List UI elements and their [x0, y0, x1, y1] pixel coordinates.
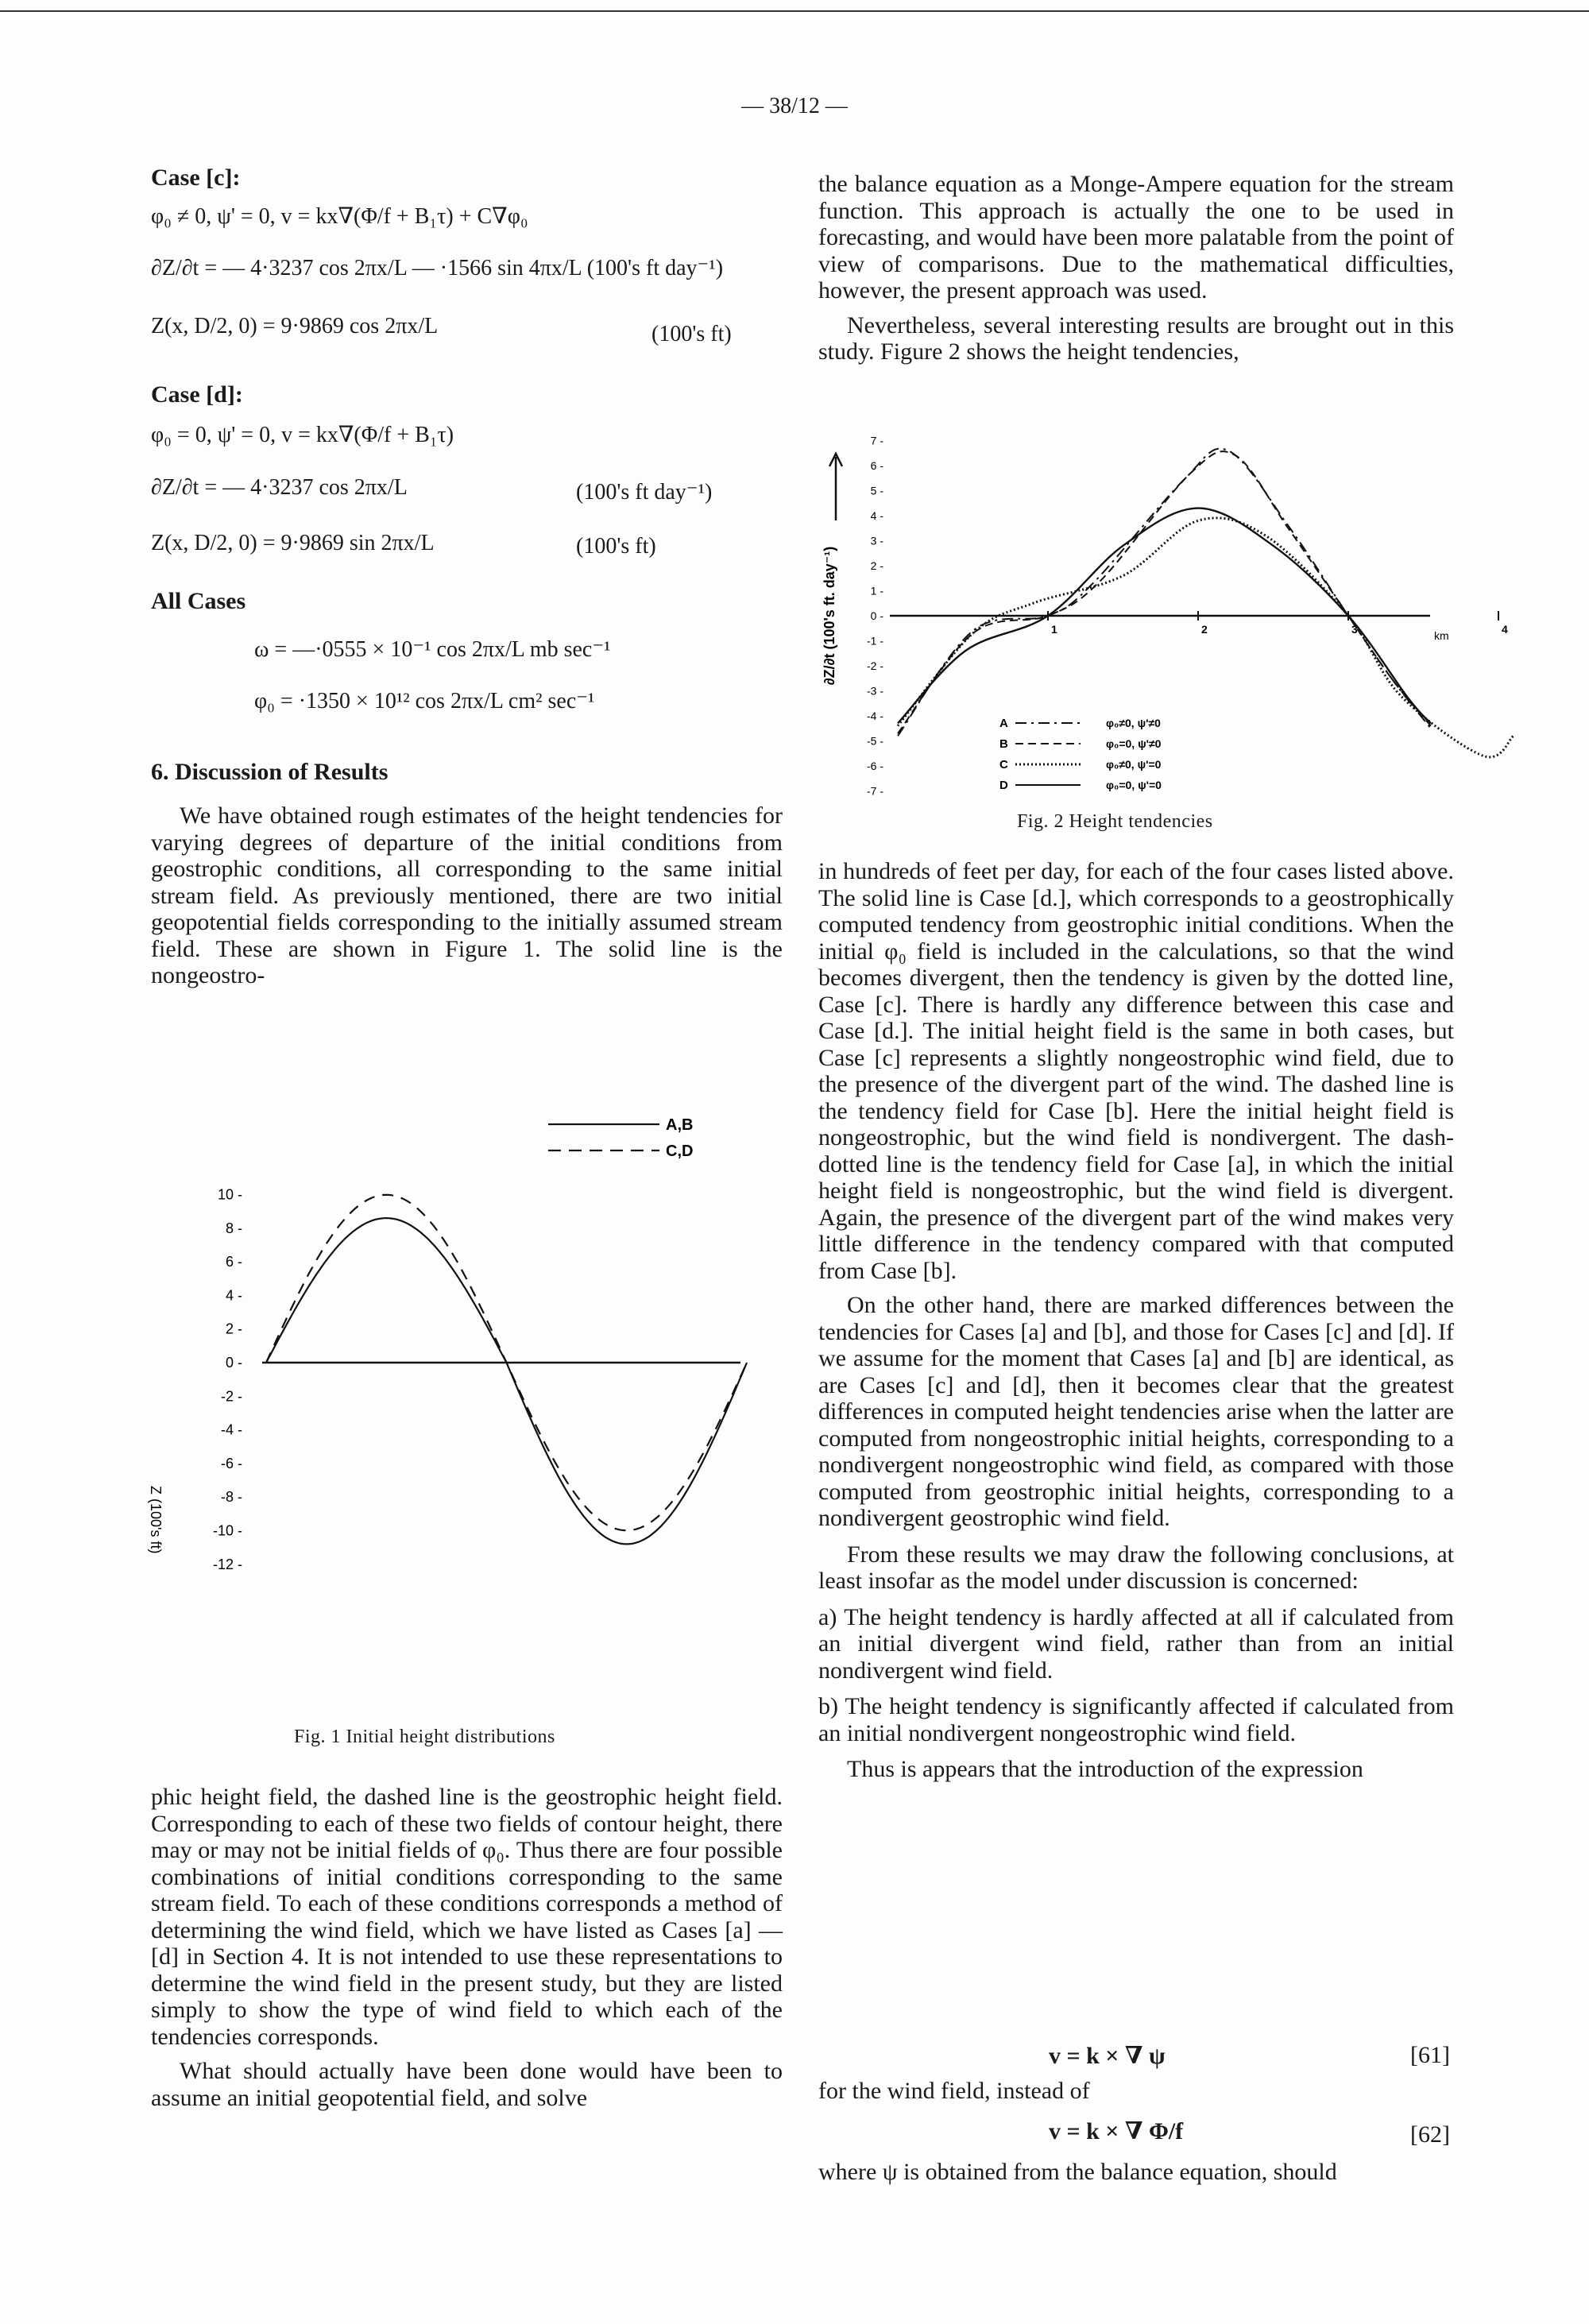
fig2-x-label: km: [1434, 629, 1449, 642]
fig2-legend: [999, 717, 1162, 792]
fig2-legend-key: A: [999, 717, 1008, 730]
fig1-caption: Fig. 1 Initial height distributions: [294, 1727, 555, 1747]
right-para-7-block: [818, 2078, 1454, 2105]
case-c-eq3: Z(x, D/2, 0) = 9·9869 cos 2πx/L: [151, 314, 439, 338]
fig1-series-ab: [266, 1218, 747, 1544]
case-c-eq1: φ₀ ≠ 0, ψ' = 0, v = kx∇(Φ/f + B₁τ) + C∇φ₀: [151, 204, 528, 229]
fig2-legend-label: φ₀≠0, ψ'=0: [1106, 758, 1162, 771]
fig1-legend-cd: C,D: [666, 1143, 694, 1160]
fig2-legend-key: C: [999, 758, 1008, 771]
fig2-legend-key: D: [999, 779, 1008, 792]
fig1-y-tick-label: 4 -: [225, 1287, 242, 1304]
right-para-3: in hundreds of feet per day, for each of the four cases listed above. The solid line is Case [d.], which corresponds to a geostrophically computed tendency from geostrophic initial conditions. When the initial φ₀ field is included in the calculations, so that the wind becomes divergent, then the tendency is given by the dotted line, Case [c]. There is hardly any difference between this case and Case [d.]. The initial height field is the same in both cases, but Case [c] represents a slightly nongeostrophic wind field, due to the presence of the divergent part of the wind. The dashed line is the tendency field for Case [b]. Here the initial height field is nongeostrophic, but the wind field is nondivergent. The dash-dotted line is the tendency field for Case [a], in which the initial height field is nongeostrophic, but the wind field is divergent. Again, the presence of the divergent part of the wind makes very little difference in the tendency compared with that computed from Case [b].: [818, 858, 1454, 1284]
right-para-8-block: [818, 2159, 1454, 2186]
fig1-y-tick-label: -6 -: [221, 1455, 242, 1471]
fig2-x-tick-label: 2: [1201, 623, 1208, 636]
fig1-y-tick-label: 10 -: [217, 1186, 242, 1203]
fig2-y-tick-label: 2 -: [870, 559, 883, 572]
fig2-series-a: [898, 449, 1431, 736]
fig2-x-tick-label: 3: [1351, 623, 1358, 636]
fig2-y-tick-label: -4 -: [867, 710, 883, 722]
fig2-y-tick-label: 5 -: [870, 484, 883, 497]
equation-61: v = k × ∇ ψ: [1049, 2043, 1166, 2069]
fig1-y-tick-label: -4 -: [221, 1421, 242, 1438]
left-para-2: phic height field, the dashed line is the geostrophic height field. Corresponding to each of these two fields of contour height, there may or may not be initial fields of φ₀. Thus there are four possible combinations of initial conditions corresponding to the same stream field. To each of these conditions corresponds a method of determining the wind field, which we have listed as Cases [a] — [d] in Section 4. It is not intended to use these representations to determine the wind field in the present study, but they are listed simply to show the type of wind field to which each of the tendencies corresponds.: [151, 1784, 783, 2050]
right-top-block: [818, 171, 1454, 365]
fig2-y-tick-label: 6 -: [870, 459, 883, 472]
top-rule: [0, 10, 1589, 12]
fig2-x-tick-label: 4: [1502, 623, 1508, 636]
fig2-caption: Fig. 2 Height tendencies: [1017, 811, 1213, 832]
right-para-5: From these results we may draw the following conclusions, at least insofar as the model under discussion is concerned:: [818, 1541, 1454, 1594]
right-para-6: Thus is appears that the introduction of the expression: [847, 1756, 1363, 1782]
case-d-eq2-unit: (100's ft day⁻¹): [576, 480, 713, 505]
fig2-y-tick-label: 4 -: [870, 509, 883, 522]
fig2-legend-label: φ₀=0, ψ'≠0: [1106, 737, 1162, 750]
fig2-y-tick-label: -7 -: [867, 784, 883, 798]
fig2-y-tick-label: -1 -: [867, 634, 883, 648]
fig1-y-tick-label: 6 -: [225, 1254, 242, 1270]
fig2-y-tick-label: 7 -: [870, 434, 883, 447]
right-para-1: the balance equation as a Monge-Ampere equation for the stream function. This approach is actually the one to be used in forecasting, and would have been more palatable from the point of view of comparisons. Due to the mathematical difficulties, however, the present approach was used.: [818, 171, 1454, 304]
fig2-legend-label: φ₀≠0, ψ'≠0: [1106, 717, 1161, 729]
right-para-2: Nevertheless, several interesting results are brought out in this study. Figure 2 shows the height tendencies,: [818, 311, 1454, 365]
figure-2: [818, 425, 1508, 814]
fig2-y-tick-label: 0 -: [870, 609, 883, 622]
fig2-y-tick-label: 1 -: [870, 584, 883, 597]
fig2-series-b: [898, 451, 1431, 733]
fig1-y-tick-label: 2 -: [225, 1321, 242, 1337]
left-para-1: We have obtained rough estimates of the height tendencies for varying degrees of departure of the initial conditions from geostrophic conditions, all corresponding to the same initial stream field. As previously mentioned, there are two initial geopotential fields corresponding to the initially assumed stream field. These are shown in Figure 1. The solid line is the nongeostro-: [151, 802, 783, 988]
right-para-7: for the wind field, instead of: [818, 2078, 1090, 2104]
equation-62-number: [62]: [1410, 2121, 1450, 2148]
fig2-x-tick-label: 1: [1051, 623, 1057, 636]
case-d-eq2: ∂Z/∂t = — 4·3237 cos 2πx/L: [151, 475, 408, 500]
fig2-y-tick-label: -6 -: [867, 760, 883, 772]
fig2-y-tick-label: -5 -: [867, 734, 883, 748]
right-item-a: a) The height tendency is hardly affected at all if calculated from an initial divergent wind field, rather than from an initial nondivergent wind field.: [818, 1603, 1454, 1684]
all-cases-eq1: ω = —·0555 × 10⁻¹ cos 2πx/L mb sec⁻¹: [254, 637, 611, 662]
right-para-8: where ψ is obtained from the balance equation, should: [818, 2159, 1337, 2185]
fig1-y-tick-label: -10 -: [212, 1522, 242, 1539]
fig2-y-label: ∂Z/∂t (100's ft. day⁻¹): [822, 546, 837, 686]
fig1-legend-ab: A,B: [666, 1116, 694, 1134]
equation-61-number: [61]: [1410, 2042, 1450, 2068]
fig1-y-tick-label: 0 -: [225, 1355, 242, 1371]
right-item-b: b) The height tendency is significantly affected if calculated from an initial nondivergent nongeostrophic wind field.: [818, 1693, 1454, 1746]
case-c-heading: Case [c]:: [151, 164, 241, 191]
right-bottom-block: [818, 858, 1454, 1783]
fig1-y-label: Z (100's ft): [148, 1486, 164, 1554]
case-d-eq3: Z(x, D/2, 0) = 9·9869 sin 2πx/L: [151, 531, 435, 555]
case-c-eq3-unit: (100's ft): [651, 322, 732, 346]
equation-62: v = k × ∇ Φ/f: [1049, 2118, 1184, 2144]
fig2-legend-key: B: [999, 737, 1008, 751]
fig2-legend-label: φ₀=0, ψ'=0: [1106, 779, 1162, 791]
fig2-y-tick-label: 3 -: [870, 534, 883, 547]
case-d-eq1: φ₀ = 0, ψ' = 0, v = kx∇(Φ/f + B₁τ): [151, 423, 454, 447]
case-d-heading: Case [d]:: [151, 381, 243, 408]
section-heading: 6. Discussion of Results: [151, 759, 389, 785]
all-cases-eq2: φ₀ = ·1350 × 10¹² cos 2πx/L cm² sec⁻¹: [254, 689, 595, 713]
all-cases-heading: All Cases: [151, 588, 246, 614]
fig2-y-tick-label: -3 -: [867, 684, 883, 698]
fig2-y-tick-label: -2 -: [867, 659, 883, 672]
fig1-y-tick-label: -12 -: [212, 1556, 242, 1572]
figure-1: [135, 1025, 794, 1732]
fig1-y-tick-label: 8 -: [225, 1220, 242, 1236]
left-para-2-block: [151, 1784, 783, 2111]
fig1-y-tick-label: -2 -: [221, 1388, 242, 1405]
left-para-3: What should actually have been done would have been to assume an initial geopotential field, and solve: [151, 2058, 783, 2111]
fig1-y-tick-label: -8 -: [221, 1489, 242, 1506]
page-number: — 38/12 —: [741, 94, 848, 118]
right-para-4: On the other hand, there are marked differences between the tendencies for Cases [a] and [b], and those for Cases [c] and [d]. If we assume for the moment that Cases [a] and [b] are identical, as are Cases [c] and [d], then it becomes clear that the greatest differences in computed height tendencies arise when the latter are computed from nongeostrophic initial heights, corresponding to a nondivergent nongeostrophic wind field, as compared with those computed from geostrophic initial heights, corresponding to a nondivergent geostrophic wind field.: [818, 1292, 1454, 1531]
case-c-eq2: ∂Z/∂t = — 4·3237 cos 2πx/L — ·1566 sin 4πx/L (100's ft day⁻¹): [151, 256, 724, 280]
left-para-1-block: [151, 802, 783, 989]
case-d-eq3-unit: (100's ft): [576, 534, 656, 559]
